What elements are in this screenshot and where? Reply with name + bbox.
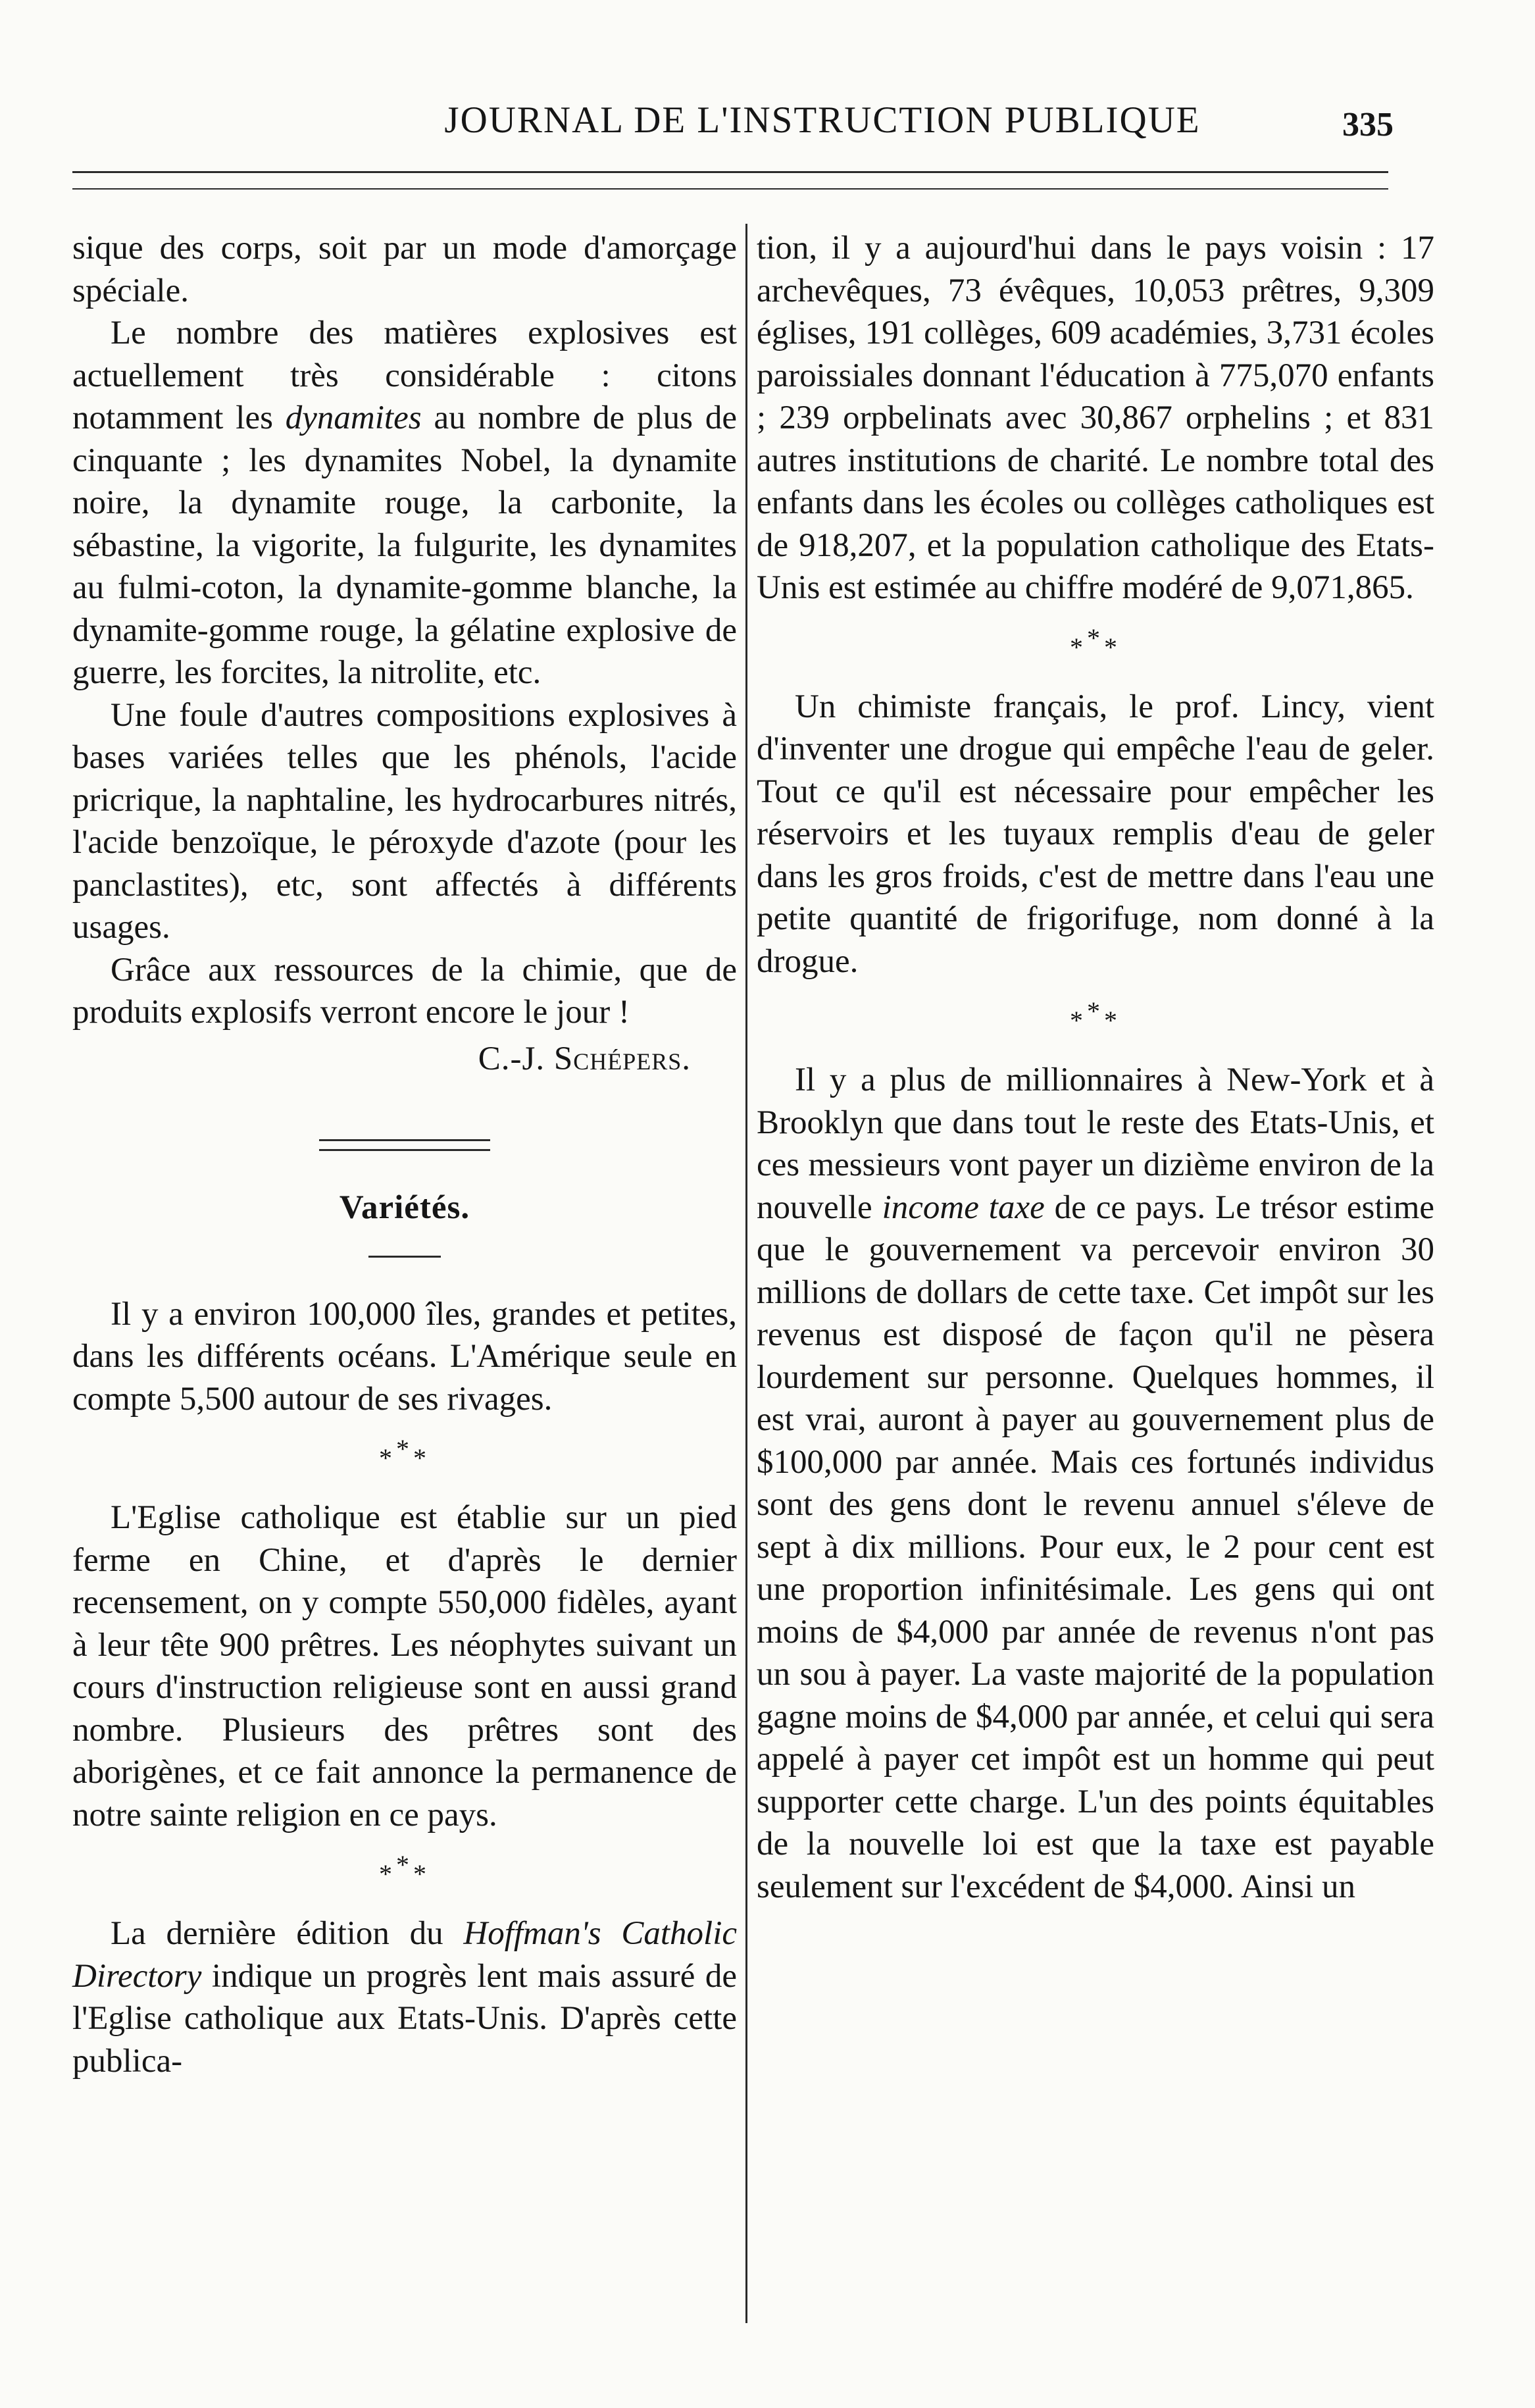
section-title: Variétés.	[339, 1189, 470, 1226]
header-rule-secondary	[72, 188, 1388, 190]
asterism: ***	[1070, 996, 1121, 1035]
emphasis-text: dynamites	[285, 399, 422, 436]
paragraph: sique des corps, soit par un mode d'amorçage spéciale.	[72, 230, 737, 309]
left-column	[72, 227, 737, 2082]
page-number: 335	[1342, 106, 1394, 143]
header-rule	[72, 171, 1388, 173]
paragraph: Grâce aux ressources de la chimie, que de produits explosifs verront encore le jour !	[72, 951, 737, 1031]
paragraph-text: au nombre de plus de cinquante ; les dynamites Nobel, la dynamite noire, la dynamite rouge, la carbonite, la sébastine, la vigorite, la fulgurite, les dynamites au fulmi-coton, la dynamite-gomme blanche, la dynamite-gomme rouge, la gélatine explosive de guerre, les forcites, la nitrolite, etc.	[72, 399, 738, 691]
author-signature: C.-J. Schépers.	[478, 1040, 691, 1077]
asterism: ***	[379, 1434, 430, 1473]
paragraph: tion, il y a aujourd'hui dans le pays voisin : 17 archevêques, 73 évêques, 10,053 prêtres, 9,309 églises, 191 collèges, 609 académies, 3,731 écoles paroissiales donnant l'éducation à 775,070 enfants ; 239 orpbelinats avec 30,867 orphelins ; et 831 autres institutions de charité. Le nombre total des enfants dans les écoles ou collèges catholiques est de 918,207, et la population catholique des Etats-Unis est estimée au chiffre modéré de 9,071,865.	[757, 230, 1434, 606]
paragraph-text: Le nombre des matières explosives est actuellement très considérable : citons notamment les	[72, 315, 737, 436]
paragraph: L'Eglise catholique est établie sur un pied ferme en Chine, et d'après le dernier recensement, on y compte 550,000 fidèles, ayant à leur tête 900 prêtres. Les néophytes suivant un cours d'instruction religieuse sont en aussi grand nombre. Plusieurs des prêtres sont des aborigènes, et ce fait annonce la permanence de notre sainte religion en ce pays.	[72, 1499, 737, 1833]
paragraph: Il y a environ 100,000 îles, grandes et petites, dans les différents océans. L'Amérique seule en compte 5,500 autour de ses rivages.	[72, 1295, 737, 1418]
emphasis-text: Hoffman's Catholic Directory	[72, 1915, 737, 1995]
paragraph-directory	[72, 1912, 737, 2082]
paragraph: Un chimiste français, le prof. Lincy, vient d'inventer une drogue qui empêche l'eau de geler. Tout ce qu'il est nécessaire pour empêcher les réservoirs et les tuyaux remplis d'eau de geler dans les gros froids, c'est de mettre dans l'eau une petite quantité de frigorifuge, nom donné à la drogue.	[757, 688, 1434, 980]
page-header-title: JOURNAL DE L'INSTRUCTION PUBLIQUE	[444, 99, 1201, 141]
paragraph-text: indique un progrès lent mais assuré de l'Eglise catholique aux Etats-Unis. D'après cette publica-	[72, 1957, 738, 2080]
right-column	[757, 227, 1434, 1908]
paragraph-explosives	[72, 312, 737, 694]
column-divider	[745, 224, 747, 2323]
paragraph-text: La dernière édition du	[111, 1915, 443, 1952]
emphasis-text: income taxe	[882, 1189, 1045, 1226]
asterism: ***	[1070, 623, 1121, 662]
title-underline	[368, 1256, 441, 1258]
paragraph-text: de ce pays. Le trésor estime que le gouvernement va percevoir environ 30 millions de dollars de cette taxe. Cet impôt sur les revenus est disposé de façon qu'il ne pèsera lourdement sur personne. Quelques hommes, il est vrai, auront à payer au gouvernement plus de $100,000 par année. Mais ces fortunés individus sont des gens dont le revenu annuel s'éleve de sept à dix millions. Pour eux, le 2 pour cent est une proportion infinitésimale. Les gens qui ont moins de $4,000 par année de revenus n'ont pas un sou à payer. La vaste majorité de la population gagne moins de $4,000 par année, et celui qui sera appelé à payer cet impôt est un homme qui peut supporter cette charge. L'un des points équitables de la nouvelle loi est que la taxe est payable seulement sur l'excédent de $4,000. Ainsi un	[757, 1189, 1435, 1905]
section-divider	[319, 1139, 490, 1151]
asterism: ***	[379, 1850, 430, 1889]
paragraph-text: Il y a plus de millionnaires à New-York et à Brooklyn que dans tout le reste des Etats-Unis, et ces messieurs vont payer un dizième environ de la nouvelle	[757, 1062, 1434, 1226]
paragraph-income-tax	[757, 1059, 1434, 1908]
paragraph: Une foule d'autres compositions explosives à bases variées telles que les phénols, l'acide pricrique, la naphtaline, les hydrocarbures nitrés, l'acide benzoïque, le péroxyde d'azote (pour les panclastites), etc, sont affectés à différents usages.	[72, 696, 737, 946]
